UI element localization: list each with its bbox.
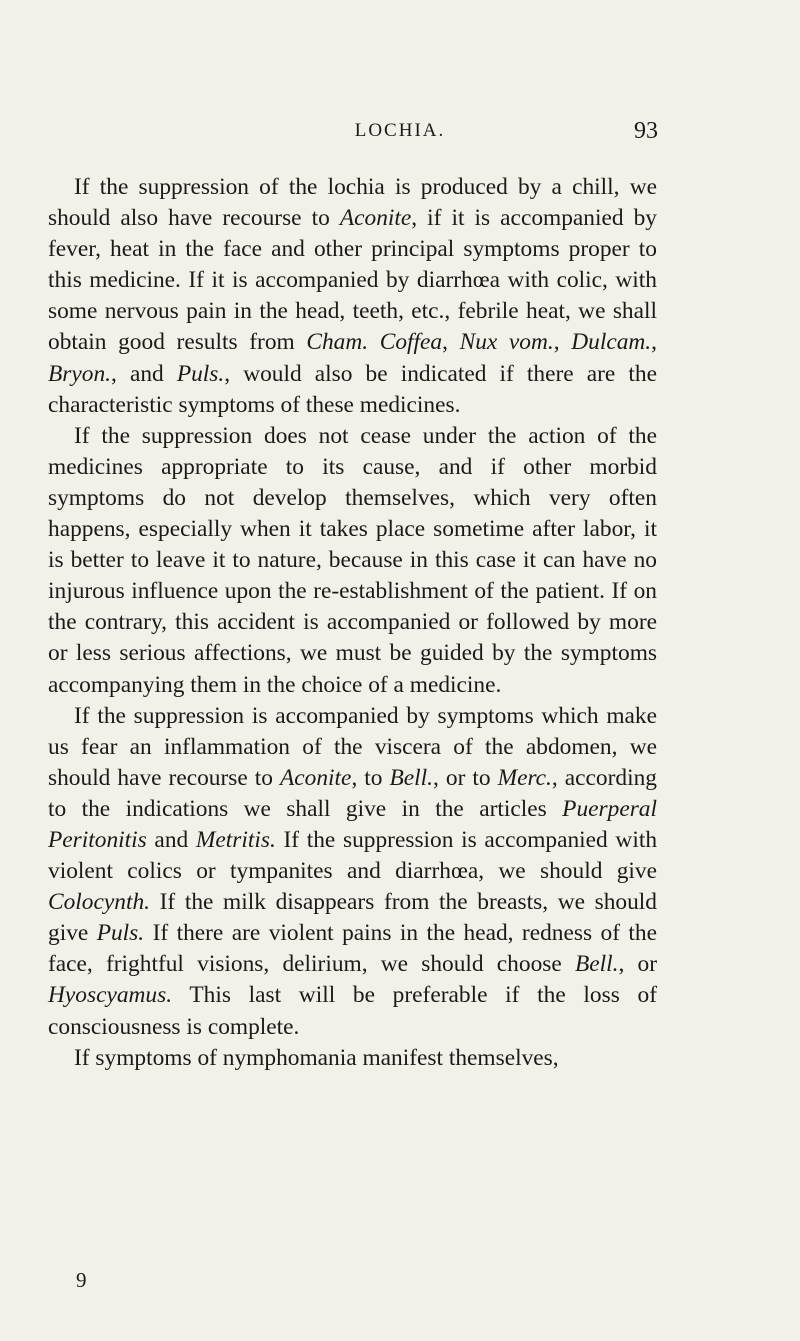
italic-text-segment: Merc. xyxy=(497,764,552,791)
text-segment: If the suppression is accompanied with violent colics or tympanites and diarrhœa, we should give xyxy=(48,826,658,885)
text-segment: , or to xyxy=(433,764,498,791)
text-segment: If there are violent pains in the head, redness of the face, frightful visions, delirium, we should choose xyxy=(48,920,657,978)
text-segment: If the suppression does not cease under the action of the medicines appropriate to its cause, and if other morbid symptoms do not develop themselves, which very often happens, especially when it takes place sometime after labor, it is better to leave it to nature, because in this case it can have no injurous influence upon the re-establishment of the patient. If on the contrary, this accident is accompanied or followed by more or less serious affections, we must be guided by the symptoms accompanying them in the choice of a medicine. xyxy=(48,422,657,698)
italic-text-segment: Colocynth. xyxy=(48,889,150,916)
paragraph xyxy=(48,1043,657,1074)
italic-text-segment: Cham. Coffea xyxy=(306,329,443,356)
italic-text-segment: Puls. xyxy=(176,360,225,387)
text-segment: , to xyxy=(351,764,390,791)
text-segment: If the suppression of the lochia is produced by a chill, we should also have recourse to xyxy=(48,174,657,232)
text-segment: , xyxy=(553,329,572,356)
text-segment: If symptoms of nymphomania manifest themselves, xyxy=(74,1044,559,1071)
text-segment: , or xyxy=(618,951,657,978)
italic-text-segment: Bell. xyxy=(574,951,619,978)
text-segment: and xyxy=(146,826,196,853)
italic-text-segment: Hyoscyamus. xyxy=(48,982,173,1009)
italic-text-segment: Aconite xyxy=(339,205,412,232)
text-segment: , if it is accompanied by fever, heat in the face and other principal symptoms proper to this medicine. If it is accompanied by diarrhœa with colic, with some nervous pain in the head, teeth, etc., febrile heat, we shall obtain good results from xyxy=(48,205,657,356)
text-segment: , according to the indications we shall give in the articles xyxy=(48,764,657,822)
paragraph xyxy=(48,701,657,1043)
text-segment: , xyxy=(442,329,460,356)
paragraph xyxy=(48,172,657,421)
text-segment: , xyxy=(651,329,658,356)
signature-mark: 9 xyxy=(76,1268,87,1292)
italic-text-segment: Dulcam. xyxy=(571,329,652,356)
paragraph xyxy=(48,421,657,701)
text-segment: If the milk disappears from the breasts, we should give xyxy=(48,889,657,947)
italic-text-segment: Nux vom. xyxy=(459,329,554,356)
text-segment: This last will be preferable if the loss of consciousness is complete. xyxy=(48,982,657,1040)
italic-text-segment: Bryon. xyxy=(48,360,112,387)
italic-text-segment: Bell. xyxy=(389,764,434,791)
running-head: LOCHIA. xyxy=(354,120,446,141)
text-segment: , and xyxy=(111,360,177,387)
text-segment: If the suppression is accompanied by symptoms which make us fear an inflammation of the viscera of the abdomen, we should have recourse to xyxy=(48,702,657,791)
italic-text-segment: Metritis. xyxy=(195,826,276,853)
italic-text-segment: Puerperal Peritonitis xyxy=(48,795,657,853)
page-number: 93 xyxy=(634,118,658,144)
body-text xyxy=(48,172,657,1074)
italic-text-segment: Aconite xyxy=(279,764,352,791)
page-header xyxy=(0,118,800,154)
text-segment: , would also be indicated if there are the characteristic symptoms of these medicines. xyxy=(48,360,657,418)
italic-text-segment: Puls. xyxy=(96,920,145,947)
